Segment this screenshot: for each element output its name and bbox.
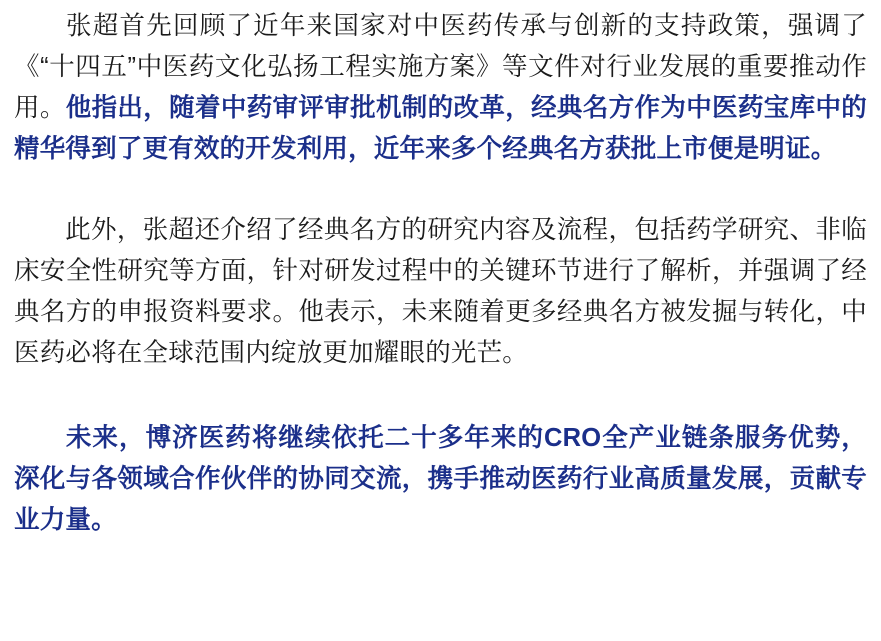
- paragraph-2: [14, 210, 867, 374]
- paragraph-3: [14, 418, 867, 541]
- paragraph-1: [14, 6, 867, 170]
- paragraph-spacer-2: [14, 374, 867, 418]
- paragraph-1-lead-text: 张超首先回顾了近年来国家对中医药传承与创新的支持政策，强调了《“十四五”中医药文化弘扬工程实施方案》等文件对行业发展的重要推动作用。: [14, 12, 867, 122]
- paragraph-spacer-1: [14, 170, 867, 210]
- paragraph-1-highlight-text: 他指出，随着中药审评审批机制的改革，经典名方作为中医药宝库中的精华得到了更有效的开发利用，近年来多个经典名方获批上市便是明证。: [14, 94, 868, 163]
- paragraph-3-text: 未来，博济医药将继续依托二十多年来的CRO全产业链条服务优势，深化与各领域合作伙伴的协同交流，携手推动医药行业高质量发展，贡献专业力量。: [14, 424, 867, 534]
- paragraph-2-text: 此外，张超还介绍了经典名方的研究内容及流程，包括药学研究、非临床安全性研究等方面，针对研发过程中的关键环节进行了解析，并强调了经典名方的申报资料要求。他表示，未来随着更多经典名方被发掘与转化，中医药必将在全球范围内绽放更加耀眼的光芒。: [14, 216, 867, 367]
